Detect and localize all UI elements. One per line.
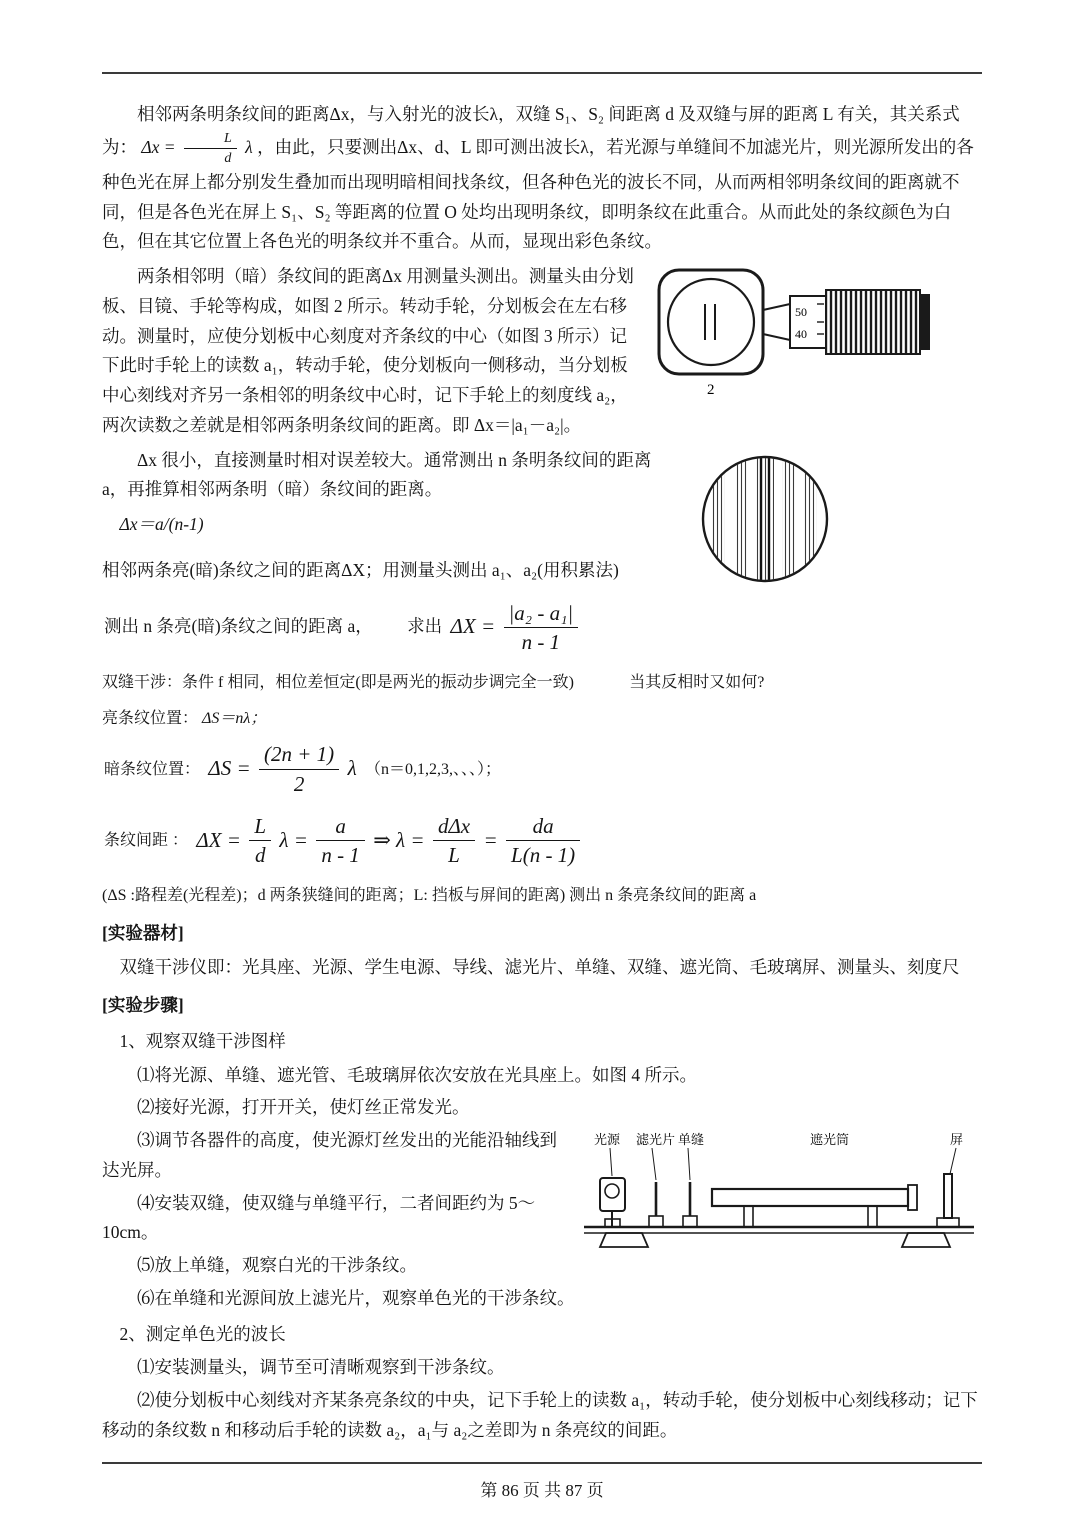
fraction-da-over-Ln1: $\frac{da}{L(n - 1)}$ xyxy=(506,813,580,869)
heading-equipment: [实验器材] xyxy=(102,922,184,943)
drum-scale-bottom: 40 xyxy=(795,327,807,341)
figure-4-optical-bench xyxy=(578,1130,982,1256)
label: 亮条纹位置： xyxy=(102,710,199,728)
heading-steps: [实验步骤] xyxy=(102,995,184,1016)
label-filter: 滤光片 xyxy=(636,1132,676,1148)
label-shade-tube: 遮光筒 xyxy=(810,1132,850,1148)
step-item: ⑵使分划板中心刻线对齐某条亮条纹的中央，记下手轮上的读数 a₁，转动手轮，使分划板中心刻线移动；记下移动的条纹数 n 和移动后手轮的读数 a₂，a₁与 a₂之差即为 n 条亮纹的间距。 xyxy=(102,1390,978,1440)
note-dark-fringe xyxy=(102,741,982,797)
step-item: ⑷安装双缝，使双缝与单缝平行，二者间距约为 5～10cm。 xyxy=(102,1192,536,1243)
term: = xyxy=(483,827,498,852)
fraction-2n1-over-2: $\frac{(2n + 1)}{2}$ xyxy=(259,741,339,797)
formula-bright: ΔS＝nλ； xyxy=(202,710,267,728)
formula-fringe-spacing-chain xyxy=(102,813,982,869)
label-screen: 屏 xyxy=(950,1132,964,1148)
formula-dx-lhs: Δx = xyxy=(141,136,176,157)
fraction-a-over-n1: $\frac{a}{n - 1}$ xyxy=(316,813,365,869)
text: ，由此，只要测出Δx、d、L 即可测出波长λ，若光源与单缝间不加滤光片，则光源所发出的各种色光在屏上都分别发生叠加而出现明暗相间找条纹，但各种色光的波长不同，从而两相邻明条纹间的距离就不同，但是各色光在屏上 S₁、S₂ 等距离的位置 O 处均出现明条纹，即明条纹在此重合。从而此处的条纹颜色为白色，但在其它位置上各色光的明条纹并不重合。从而，显现出彩色条纹。 xyxy=(102,136,974,252)
text: 测出 n 条亮(暗)条纹之间的距离 a， xyxy=(104,616,373,637)
text: 求出 xyxy=(407,616,443,637)
note-n-values: （n＝0,1,2,3,、、、）； xyxy=(365,760,502,778)
figure-2-caption: 2 xyxy=(707,382,715,398)
text-question: 当其反相时又如何? xyxy=(629,674,765,691)
equipment-list: 双缝干涉仪即：光具座、光源、学生电源、导线、滤光片、单缝、双缝、遮光筒、毛玻璃屏、测量头、刻度尺 xyxy=(119,957,960,978)
paragraph-measuring-head: 两条相邻明（暗）条纹间的距离Δx 用测量头测出。测量头由分划板、目镜、手轮等构成，如图 2 所示。转动手轮，分划板会在左右移动。测量时，应使分划板中心刻度对齐条纹的中心（如图 3 所示）记下此时手轮上的读数 a₁，转动手轮，使分划板向一侧移动，当分划板中心刻线对齐另一条相邻的明条纹中心时，记下手轮上的刻度线 a₂，两次读数之差就是相邻两条明条纹间的距离。即 Δx＝|a₁－a₂|。 xyxy=(102,266,634,435)
text: 双缝干涉：条件 f 相同，相位差恒定(即是两光的振动步调完全一致) xyxy=(102,674,574,691)
step-item: ⑶调节各器件的高度，使光源灯丝发出的光能沿轴线到达光屏。 xyxy=(102,1130,557,1180)
term: λ = xyxy=(279,827,308,852)
term: ΔX = xyxy=(196,827,241,852)
optical-bench-diagram xyxy=(578,1130,982,1256)
term: ⇒ λ = xyxy=(373,827,425,852)
fraction-a2-a1-over-n1: $\frac{\text{|a₂ - a₁|}}{n - 1}$ xyxy=(504,600,579,656)
formula-dx-tail: λ xyxy=(245,136,253,157)
fraction-L-over-d: $\frac{L}{d}$ xyxy=(249,813,271,869)
formula-dx-a-n1: Δx＝a/(n-1) xyxy=(119,514,204,534)
step-item: ⑸放上单缝，观察白光的干涉条纹。 xyxy=(137,1255,417,1276)
page-number: 第 86 页 共 87 页 xyxy=(480,1481,604,1500)
section-1-title: 1、观察双缝干涉图样 xyxy=(119,1030,286,1051)
drum-scale-top: 50 xyxy=(795,305,807,319)
step-item: ⑴安装测量头，调节至可清晰观察到干涉条纹。 xyxy=(137,1357,505,1378)
formula-tail: λ xyxy=(347,756,357,781)
section-2-title: 2、测定单色光的波长 xyxy=(119,1323,286,1344)
formula-lhs: ΔX = xyxy=(450,614,496,639)
label-single-slit: 单缝 xyxy=(678,1132,705,1148)
note-double-slit xyxy=(102,669,982,696)
label: 条纹间距 ： xyxy=(104,832,189,850)
paragraph-error-note: Δx 很小，直接测量时相对误差较大。通常测出 n 条明条纹间的距离 a，再推算相邻两条明（暗）条纹间的距离。 xyxy=(102,449,652,500)
paragraph-accumulation: 相邻两条亮(暗)条纹之间的距离ΔX；用测量头测出 a₁、a₂(用积累法) xyxy=(102,559,619,580)
fringe-view-diagram xyxy=(692,446,838,592)
step-item: ⑹在单缝和光源间放上滤光片，观察单色光的干涉条纹。 xyxy=(137,1287,575,1308)
step-item: ⑴将光源、单缝、遮光管、毛玻璃屏依次安放在光具座上。如图 4 所示。 xyxy=(137,1064,697,1085)
note-symbols: (ΔS :路程差(光程差)；d 两条狭缝间的距离；L: 挡板与屏间的距离) 测出 n 条亮条纹间的距离 a xyxy=(102,887,757,905)
figure-2-measuring-head xyxy=(654,264,954,398)
fraction-L-over-d: $\frac{L}{d}$ xyxy=(184,130,237,168)
measuring-head-diagram xyxy=(654,264,954,398)
fraction-ddx-over-L: $\frac{\text{dΔx}}{L}$ xyxy=(433,813,475,869)
formula-deltaX-display xyxy=(102,600,982,656)
formula-lhs: ΔS = xyxy=(208,756,251,781)
label: 暗条纹位置： xyxy=(104,760,201,778)
page-footer xyxy=(102,1462,982,1501)
page-content xyxy=(102,72,982,1449)
step-item: ⑵接好光源，打开开关，使灯丝正常发光。 xyxy=(137,1097,470,1118)
paragraph-fringe-spacing xyxy=(102,100,982,257)
label-light-source: 光源 xyxy=(594,1132,621,1148)
figure-3-fringe-view xyxy=(692,446,924,592)
text: 相邻两条明条纹间的距离Δx，与入射光的波长λ，双缝 S₁、S₂ 间距离 d 及双缝与屏的距离 L 有关，其关系式为： xyxy=(102,104,960,157)
note-bright-fringe xyxy=(102,705,982,732)
top-rule xyxy=(102,72,982,74)
